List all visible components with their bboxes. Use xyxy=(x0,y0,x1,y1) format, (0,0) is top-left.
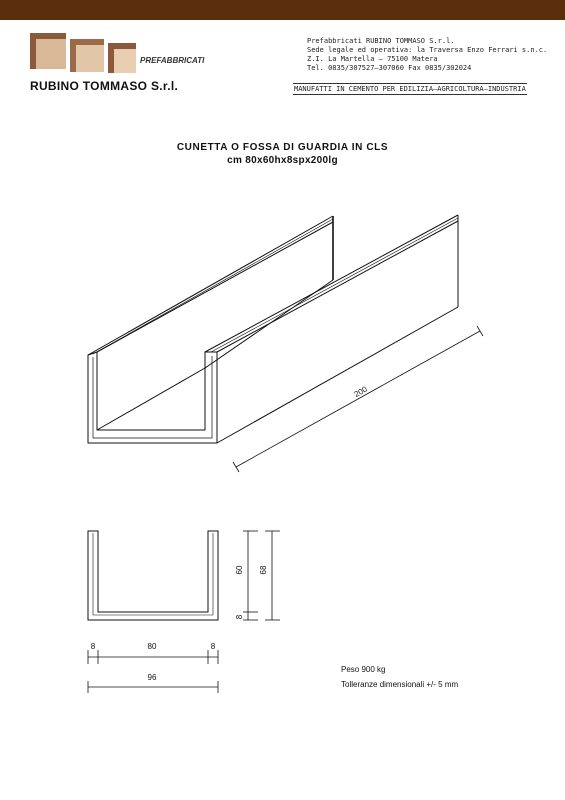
address-line: Sede legale ed operativa: la Traversa Enzo Ferrari s.n.c. xyxy=(307,46,548,54)
width-dimensions xyxy=(88,650,218,693)
length-dimension xyxy=(233,326,483,472)
address-line: Z.I. La Martella – 75100 Matera xyxy=(307,55,438,63)
inner-width-label: 80 xyxy=(147,642,157,651)
tolerance-spec: Tolleranze dimensionali +/- 5 mm xyxy=(341,680,459,689)
isometric-view xyxy=(88,215,458,443)
company-name: RUBINO TOMMASO S.r.l. xyxy=(30,79,179,93)
inner-height-label: 60 xyxy=(235,565,244,575)
address-line: Prefabbricati RUBINO TOMMASO S.r.l. xyxy=(307,37,455,45)
height-dimensions xyxy=(243,531,280,620)
total-width-label: 96 xyxy=(147,673,157,682)
product-title: CUNETTA O FOSSA DI GUARDIA IN CLS xyxy=(176,142,389,153)
total-height-label: 68 xyxy=(259,565,268,575)
address-line: Tel. 0835/307527–307060 Fax 0835/302024 xyxy=(307,64,472,72)
product-subtitle: cm 80x60hx8spx200lg xyxy=(227,155,338,166)
cross-section-view xyxy=(88,531,218,620)
right-wall-label: 8 xyxy=(210,642,216,651)
left-wall-label: 8 xyxy=(90,642,96,651)
company-tagline: MANUFATTI IN CEMENTO PER EDILIZIA–AGRICOLTURA–INDUSTRIA xyxy=(294,85,526,93)
base-thickness-label: 8 xyxy=(235,614,244,620)
brand-tag: PREFABBRICATI xyxy=(140,56,205,65)
weight-spec: Peso 900 kg xyxy=(341,665,386,674)
length-label: 200 xyxy=(352,384,369,399)
